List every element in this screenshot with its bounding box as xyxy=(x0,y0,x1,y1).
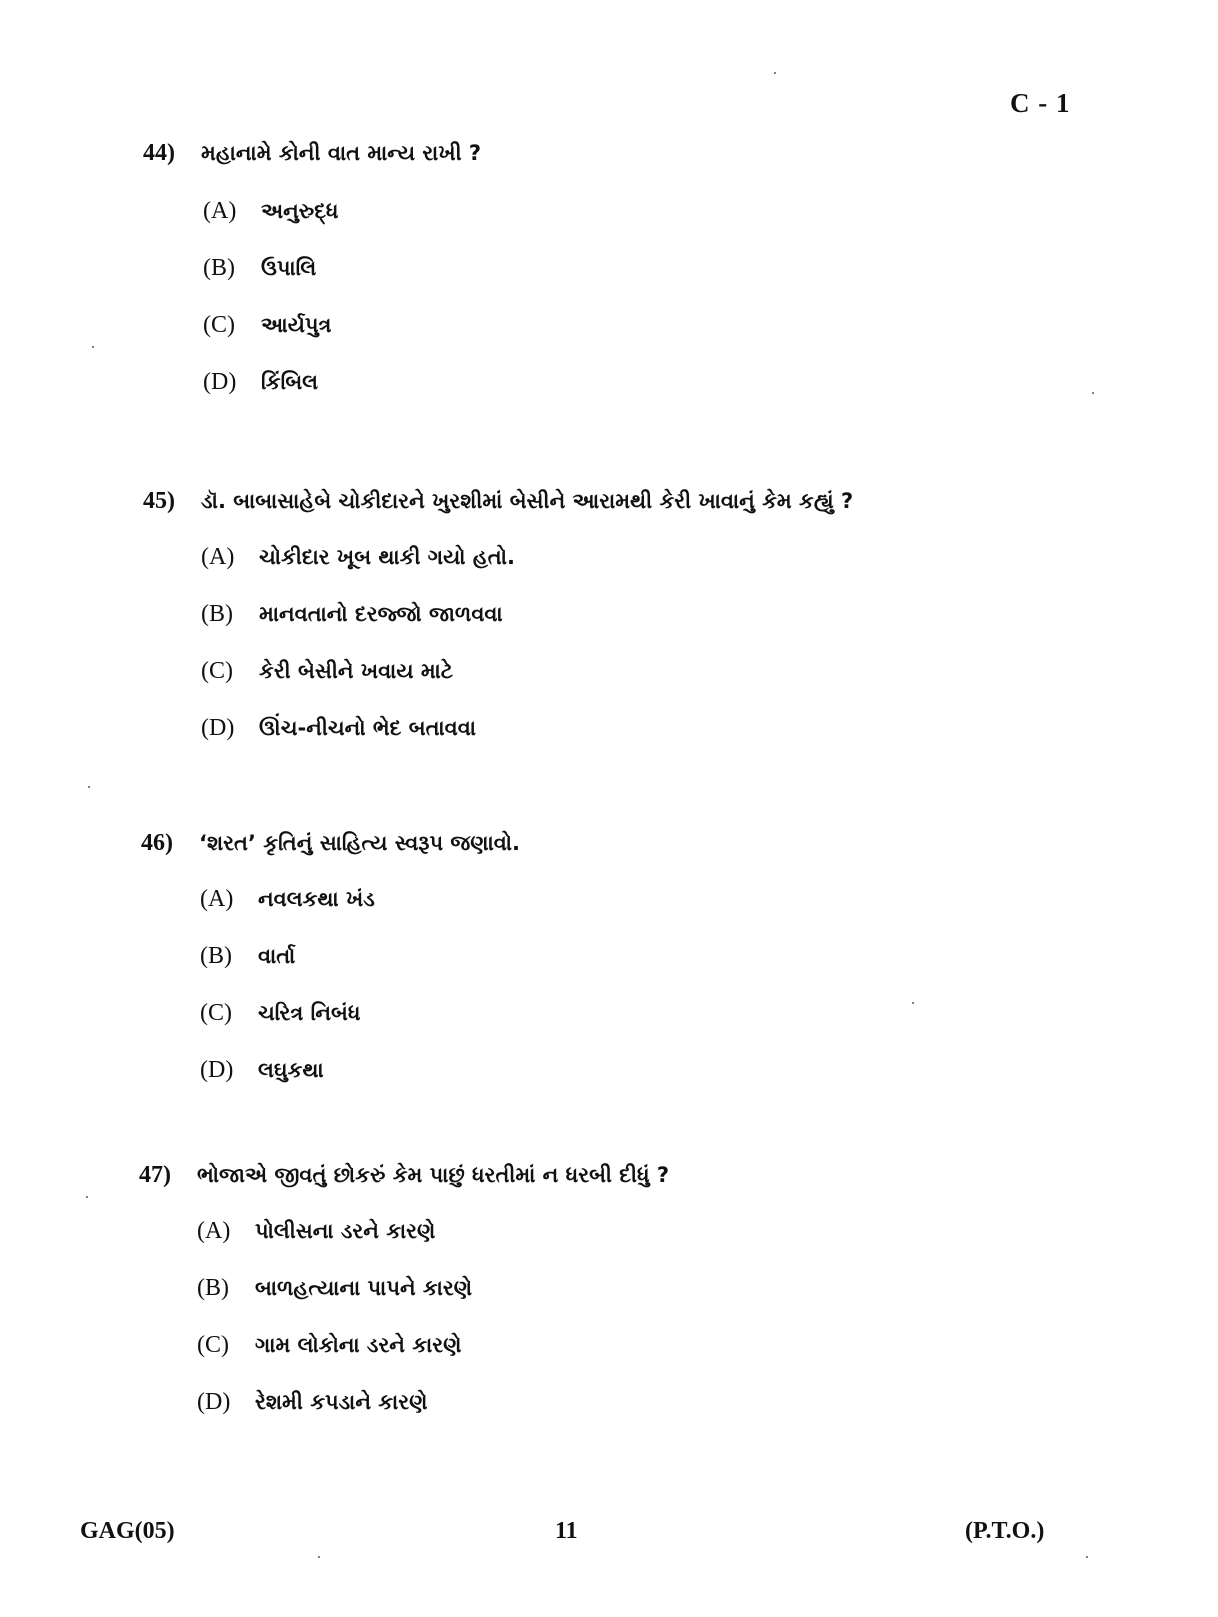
scan-speck xyxy=(86,1196,88,1198)
option-key: (C) xyxy=(201,658,233,684)
option-key: (B) xyxy=(200,943,232,969)
please-turn-over: (P.T.O.) xyxy=(965,1518,1045,1544)
option-key: (C) xyxy=(197,1332,229,1358)
option-text: કેરી બેસીને ખવાય માટે xyxy=(259,659,454,683)
option-text: ચોકીદાર ખૂબ થાકી ગયો હતો. xyxy=(259,545,515,569)
option-text: ઊંચ-નીચનો ભેદ બતાવવા xyxy=(259,716,476,740)
question-stem xyxy=(143,140,481,167)
option-key: (D) xyxy=(197,1389,231,1415)
option-key: (B) xyxy=(203,255,235,281)
option-b xyxy=(201,601,503,628)
option-a xyxy=(197,1218,435,1245)
option-key: (D) xyxy=(201,715,235,741)
option-text: વાર્તા xyxy=(258,944,296,968)
question-text: ડૉ. બાબાસાહેબે ચોકીદારને ખુરશીમાં બેસીને આરામથી કેરી ખાવાનું કેમ કહ્યું ? xyxy=(201,489,854,513)
scan-speck xyxy=(912,1002,914,1004)
option-key: (A) xyxy=(197,1218,231,1244)
question-text: ‘શરત’ કૃતિનું સાહિત્ય સ્વરૂપ જણાવો. xyxy=(199,831,521,855)
option-text: નવલકથા ખંડ xyxy=(258,887,375,911)
option-d xyxy=(203,369,318,396)
question-text: મહાનામે કોની વાત માન્ય રાખી ? xyxy=(201,141,482,165)
option-c xyxy=(200,1000,360,1027)
option-key: (A) xyxy=(201,544,235,570)
option-d xyxy=(200,1057,324,1084)
scan-speck xyxy=(88,786,90,788)
option-c xyxy=(197,1332,461,1359)
option-text: અનુરુદ્ધ xyxy=(261,199,339,223)
option-key: (C) xyxy=(203,312,235,338)
option-key: (B) xyxy=(197,1275,229,1301)
option-text: પોલીસના ડરને કારણે xyxy=(255,1219,436,1243)
page-code: C - 1 xyxy=(1010,88,1071,118)
scan-speck xyxy=(1092,392,1094,394)
option-b xyxy=(200,943,295,970)
option-b xyxy=(197,1275,472,1302)
option-text: લઘુકથા xyxy=(258,1058,324,1082)
question-stem xyxy=(141,830,520,857)
scan-speck xyxy=(318,1556,320,1558)
option-d xyxy=(201,715,476,742)
question-stem xyxy=(143,488,853,515)
option-text: ગામ લોકોના ડરને કારણે xyxy=(255,1333,462,1357)
option-a xyxy=(200,886,375,913)
option-key: (D) xyxy=(200,1057,234,1083)
question-stem xyxy=(139,1162,669,1189)
option-text: બાળહત્યાના પાપને કારણે xyxy=(255,1276,473,1300)
scan-speck xyxy=(774,72,776,74)
question-number: 44) xyxy=(143,140,175,166)
option-text: આર્યપુત્ર xyxy=(261,313,332,337)
option-b xyxy=(203,255,316,282)
question-number: 47) xyxy=(139,1162,171,1188)
option-text: કિંબિલ xyxy=(261,370,319,394)
option-key: (D) xyxy=(203,369,237,395)
question-number: 46) xyxy=(141,830,173,856)
paper-code: GAG(05) xyxy=(80,1518,175,1544)
option-text: ઉપાલિ xyxy=(261,256,317,280)
option-key: (B) xyxy=(201,601,233,627)
option-key: (A) xyxy=(203,198,237,224)
option-key: (C) xyxy=(200,1000,232,1026)
page-number: 11 xyxy=(555,1518,578,1544)
option-a xyxy=(201,544,515,571)
option-c xyxy=(203,312,331,339)
option-d xyxy=(197,1389,427,1416)
question-text: ભોજાએ જીવતું છોકરું કેમ પાછું ધરતીમાં ન ધરબી દીધું ? xyxy=(197,1163,670,1187)
question-number: 45) xyxy=(143,488,175,514)
scan-speck xyxy=(92,346,94,348)
scan-speck xyxy=(1086,1556,1088,1558)
option-text: માનવતાનો દરજ્જો જાળવવા xyxy=(259,602,503,626)
option-a xyxy=(203,198,339,225)
option-text: ચરિત્ર નિબંધ xyxy=(258,1001,361,1025)
option-c xyxy=(201,658,453,685)
option-text: રેશમી કપડાને કારણે xyxy=(255,1390,428,1414)
option-key: (A) xyxy=(200,886,234,912)
